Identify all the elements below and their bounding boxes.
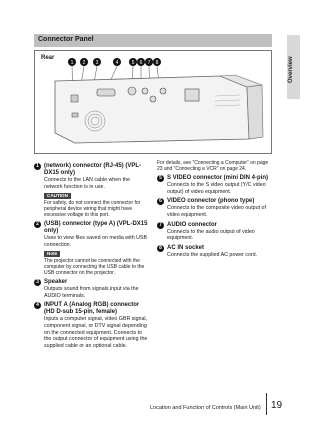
caution-label: CAUTION [44,193,71,199]
item-heading: 4 INPUT A (Analog RGB) connector (HD D-sub 15-pin, female) [34,302,149,316]
item-description: Connects to the LAN cable when the network function is in use. [44,177,130,190]
item-description: Outputs sound from signals input via the AUDIO terminals. [44,286,139,299]
svg-text:8: 8 [155,60,159,66]
footer-text: Location and Function of Controls (Main Unit) [150,405,261,411]
item-heading: 6 VIDEO connector (phono type) [157,198,272,205]
item-heading: 3 Speaker [34,279,149,286]
item-description: Inputs a computer signal, video GBR signal, component signal, or DTV signal depending on the connected equipment. Connects to the output connector of equipment using the supplied cable or an optional cable. [44,316,148,349]
item-description: Uses to view files saved on media with USB connection. [44,235,148,248]
right-column [157,160,272,258]
svg-text:3: 3 [95,60,99,66]
page-number: 19 [271,400,283,411]
svg-text:7: 7 [147,60,151,66]
section-header [34,34,272,47]
item-heading: 5 S VIDEO connector (mini DIN 4-pin) [157,175,272,182]
item-description: Connects to the composite video output of video equipment. [167,205,266,218]
svg-text:4: 4 [115,60,119,66]
figure-label: Rear [41,55,55,61]
section-title: Connector Panel [38,36,94,43]
note-text: The projector cannot be connected with the computer by connecting the USB cable to the USB connector on the projector. [44,257,145,277]
input-a-extra: For details, see “Connecting a Computer” on page 23 and “Connecting a VCR” on page 24. [157,160,269,173]
item-description: Connects the supplied AC power cord. [167,251,258,258]
rear-panel-figure [34,50,272,154]
svg-text:2: 2 [82,60,86,66]
note-label: Note [44,251,60,257]
callouts [68,58,161,66]
item-heading: 1 (network) connector (RJ-45) (VPL-DX15 only) [34,163,149,177]
caution-text: For safety, do not connect the connector for peripheral device wiring that might have excessive voltage to this port. [44,199,141,218]
svg-text:6: 6 [139,60,143,66]
item-description: Connects to the S video output (Y/C video output) of video equipment. [167,182,266,195]
rear-panel-illustration [35,51,271,153]
item-heading: 2 (USB) connector (type A) (VPL-DX15 only) [34,221,149,235]
left-column [34,160,149,349]
footer-divider [266,393,267,415]
item-heading: 8 AC IN socket [157,245,272,252]
svg-text:1: 1 [70,60,74,66]
item-description: Connects to the audio output of video equipment. [167,228,255,242]
section-side-tab: Overview [287,35,300,99]
svg-text:5: 5 [131,60,135,66]
item-heading: 7 AUDIO connector [157,222,272,229]
